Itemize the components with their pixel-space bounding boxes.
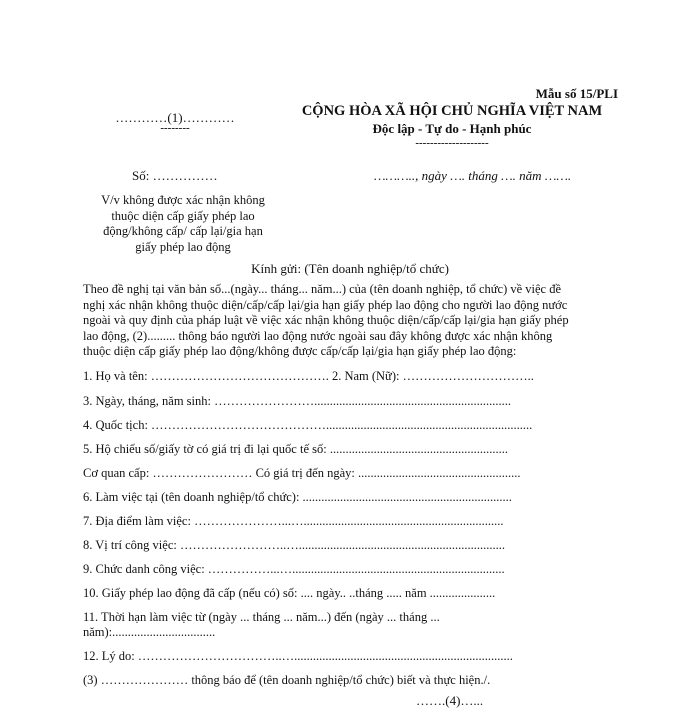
subject-line: thuộc diện cấp giấy phép lao [111,208,255,223]
field-date-of-birth: 3. Ngày, tháng, năm sinh: ……………………............................................................... [83,394,511,408]
closing-notice: (3) ………………… thông báo để (tên doanh nghiệp/tổ chức) biết và thực hiện./. [83,673,491,687]
intro-line: nghị xác nhận không thuộc diện/cấp/cấp lại/gia hạn giấy phép lao động cho người lao động nước [83,297,568,312]
subject-line: động/không cấp/ cấp lại/gia hạn [103,224,263,238]
field-work-period-cont: năm):................................. [83,625,216,639]
field-reason: 12. Lý do: ……………………………..…...................................................................... [83,649,513,663]
document-number: Số: …………… [132,168,218,183]
subject-line: V/v không được xác nhận không [101,193,265,207]
field-employer: 6. Làm việc tại (tên doanh nghiệp/tổ chức): ................................................................... [83,490,512,504]
form-code: Mẫu số 15/PLI [535,86,618,101]
place-and-date: ……….., ngày …. tháng …. năm ……. [374,168,572,183]
field-issuing-authority: Cơ quan cấp: …………………… Có giá trị đến ngày: .................................................... [83,466,521,480]
national-title: CỘNG HÒA XÃ HỘI CHỦ NGHĨA VIỆT NAM [301,103,603,119]
issuing-unit: …………(1)………… [115,110,235,125]
subject-block [83,193,283,255]
field-issued-work-permit: 10. Giấy phép lao động đã cấp (nếu có) số: .... ngày.. ..tháng ..... năm ..................... [83,586,496,600]
national-motto: Độc lập - Tự do - Hạnh phúc [372,121,532,136]
signature-placeholder: …….(4)…... [416,693,484,708]
subject-line: giấy phép lao động [135,239,231,254]
intro-line: ngoài và quy định của pháp luật về việc xác nhận không thuộc diện/cấp/cấp lại/gia hạn giấy phép [83,313,569,327]
intro-paragraph [83,282,623,360]
field-work-period: 11. Thời hạn làm việc từ (ngày ... tháng ... năm...) đến (ngày ... tháng ... [83,610,440,624]
intro-line: thuộc diện cấp giấy phép lao động/không được cấp/cấp lại/gia hạn giấy phép lao động: [83,344,517,358]
field-job-title: 9. Chức danh công việc: ……………...….................................................................... [83,562,505,576]
field-passport-number: 5. Hộ chiếu số/giấy tờ có giá trị đi lại quốc tế số: ......................................................... [83,442,508,456]
intro-line: Theo đề nghị tại văn bản số...(ngày... tháng... năm...) của (tên doanh nghiệp, tổ chức) về việc đề [83,282,562,296]
field-full-name-gender: 1. Họ và tên: ……………………………………. 2. Nam (Nữ): ………………………….. [83,369,534,383]
intro-line: lao động, (2)......... thông báo người lao động nước ngoài sau đây không được xác nhận không [83,328,553,343]
national-divider: -------------------- [415,137,489,149]
field-nationality: 4. Quốc tịch: …………………………………….................................................................. [83,418,533,432]
issuing-unit-divider: -------- [160,122,190,134]
field-job-position: 8. Vị trí công việc: ……………………..….................................................................. [83,538,505,552]
recipient: Kính gửi: (Tên doanh nghiệp/tổ chức) [251,261,449,276]
field-work-location: 7. Địa điểm làm việc: …………………...…................................................................ [83,514,504,528]
